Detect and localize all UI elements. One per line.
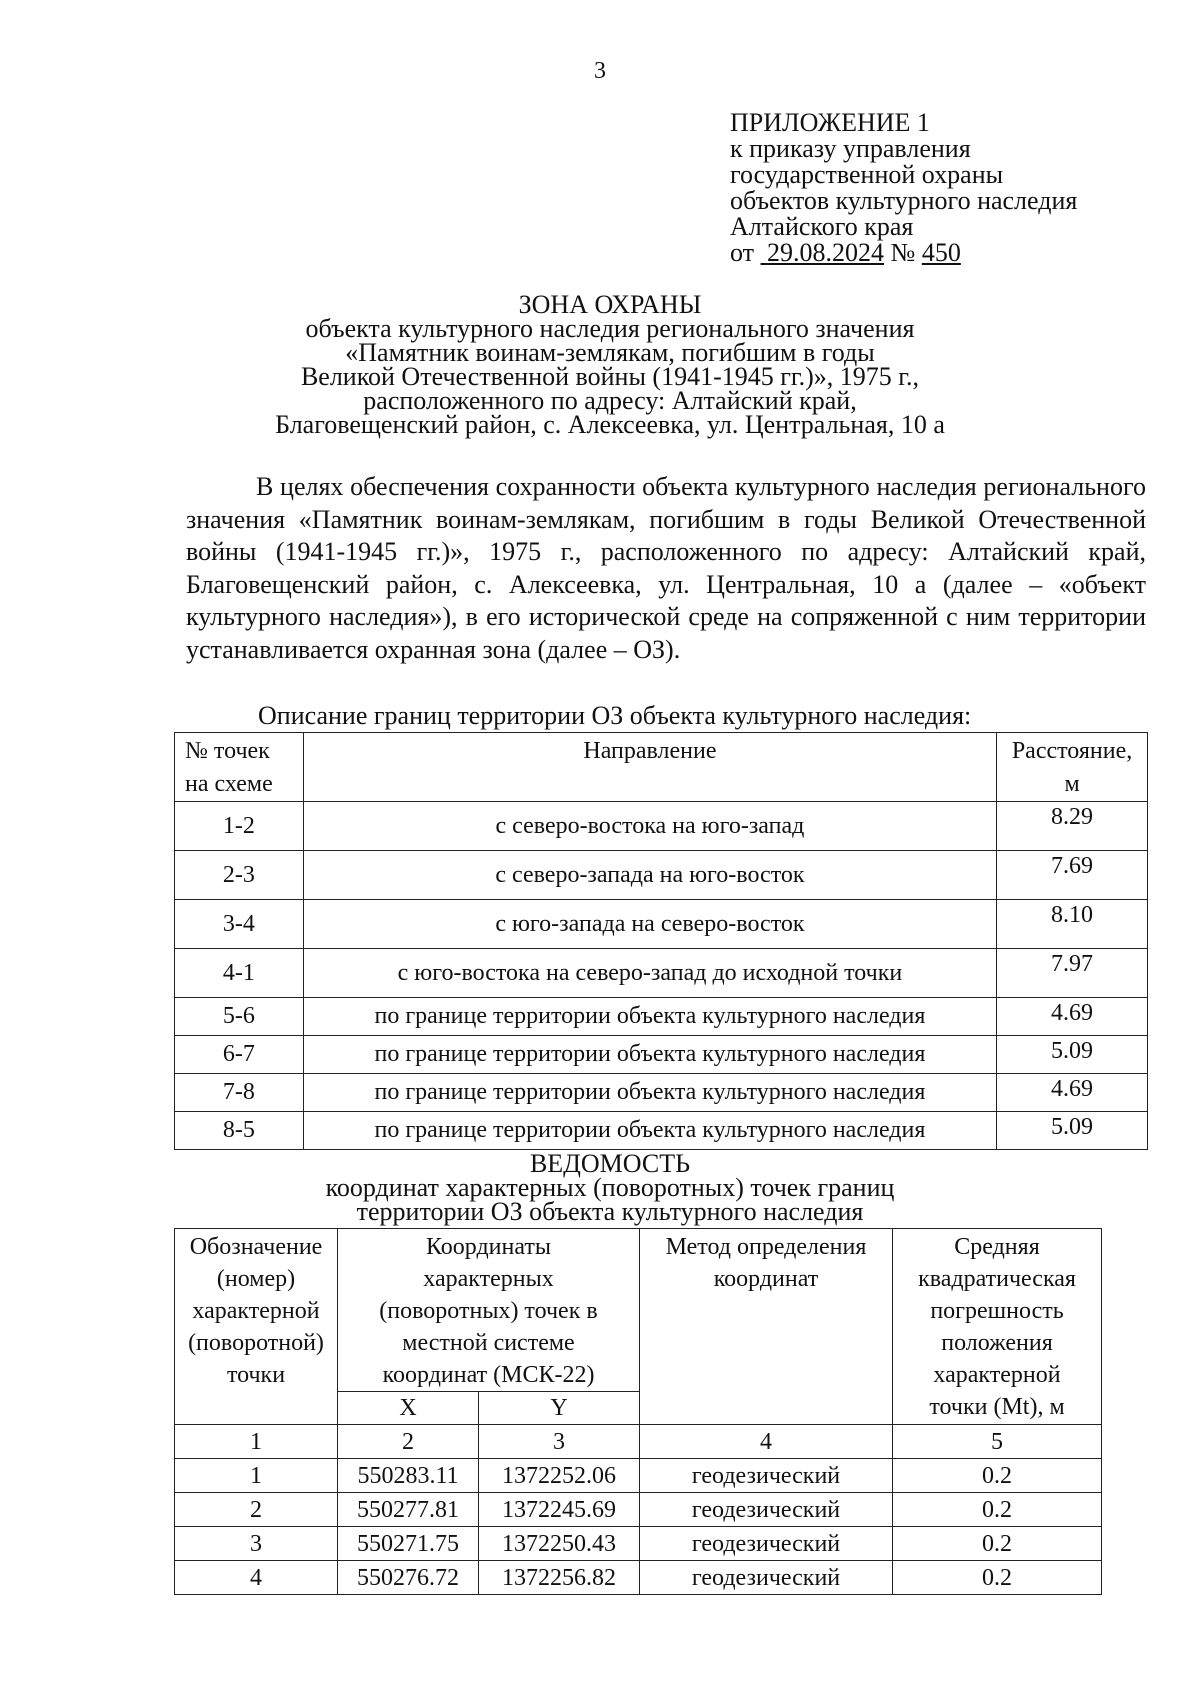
table-row — [175, 1561, 1102, 1595]
table-row — [175, 1074, 1148, 1112]
point-cell: 2 — [175, 1493, 338, 1527]
header-x: X — [338, 1392, 479, 1425]
zone-title-line: Великой Отечественной войны (1941-1945 гг.)», 1975 г., — [300, 362, 920, 391]
appendix-block — [730, 110, 1077, 266]
distance-cell: 8.10 — [997, 900, 1148, 949]
table-row — [175, 949, 1148, 998]
zone-title-line: Благовещенский район, с. Алексеевка, ул. Центральная, 10 а — [275, 410, 945, 439]
table-row — [175, 802, 1148, 851]
appendix-title: ПРИЛОЖЕНИЕ 1 — [730, 108, 930, 137]
column-number: 5 — [893, 1425, 1102, 1459]
appendix-line: государственной охраны — [730, 160, 1004, 189]
x-cell: 550283.11 — [338, 1459, 479, 1493]
header-points: № точек на схеме — [175, 733, 304, 802]
column-number-row — [175, 1425, 1102, 1459]
column-number: 1 — [175, 1425, 338, 1459]
points-cell: 5-6 — [175, 998, 304, 1036]
error-cell: 0.2 — [893, 1527, 1102, 1561]
appendix-line: Алтайского края — [730, 212, 914, 241]
direction-cell: с юго-запада на северо-восток — [303, 900, 996, 949]
method-cell: геодезический — [640, 1527, 893, 1561]
coordinates-table — [174, 1228, 1102, 1595]
zone-title-block — [0, 290, 1200, 439]
error-cell: 0.2 — [893, 1459, 1102, 1493]
distance-cell: 7.69 — [997, 851, 1148, 900]
y-cell: 1372250.43 — [479, 1527, 640, 1561]
vedomost-heading: ВЕДОМОСТЬ — [529, 1149, 691, 1178]
y-cell: 1372256.82 — [479, 1561, 640, 1595]
table-row — [175, 851, 1148, 900]
order-date: 29.08.2024 — [767, 238, 885, 267]
header-y: Y — [479, 1392, 640, 1425]
header-method: Метод определения координат — [640, 1229, 893, 1425]
direction-cell: с северо-востока на юго-запад — [303, 802, 996, 851]
direction-cell: по границе территории объекта культурного наследия — [303, 1112, 996, 1150]
direction-cell: с юго-востока на северо-запад до исходной точки — [303, 949, 996, 998]
distance-cell: 5.09 — [997, 1036, 1148, 1074]
table-row — [175, 1036, 1148, 1074]
points-cell: 2-3 — [175, 851, 304, 900]
distance-cell: 7.97 — [997, 949, 1148, 998]
point-cell: 4 — [175, 1561, 338, 1595]
column-number: 4 — [640, 1425, 893, 1459]
direction-cell: с северо-запада на юго-восток — [303, 851, 996, 900]
direction-cell: по границе территории объекта культурного наследия — [303, 1036, 996, 1074]
zone-title-line: «Памятник воинам-землякам, погибшим в годы — [345, 338, 875, 367]
direction-cell: по границе территории объекта культурного наследия — [303, 998, 996, 1036]
boundary-table — [174, 732, 1148, 1150]
points-cell: 6-7 — [175, 1036, 304, 1074]
x-cell: 550276.72 — [338, 1561, 479, 1595]
table-row — [175, 1112, 1148, 1150]
boundary-caption: Описание границ территории ОЗ объекта культурного наследия: — [258, 701, 972, 730]
zone-title-line: расположенного по адресу: Алтайский край, — [363, 386, 857, 415]
error-cell: 0.2 — [893, 1493, 1102, 1527]
date-prefix: от — [730, 238, 755, 267]
table-row — [175, 1459, 1102, 1493]
order-number: 450 — [921, 238, 961, 267]
table-row — [175, 900, 1148, 949]
number-sign: № — [890, 238, 916, 267]
header-coordinates: Координаты характерных (поворотных) точек в местной системе координат (МСК-22) — [338, 1229, 640, 1392]
points-cell: 7-8 — [175, 1074, 304, 1112]
appendix-line: к приказу управления — [730, 134, 971, 163]
vedomost-title-block — [0, 1149, 1200, 1226]
body-paragraph: В целях обеспечения сохранности объекта культурного наследия регионального значения «Памятник воинам-землякам, погибшим в годы Великой Отечественной войны (1941-1945 гг.)», 1975 г., расположенного по адресу: Алтайский край, Благовещенский район, с. Алексеевка, ул. Центральная, 10 а (далее – «объект культурного наследия»), в его исторической среде на сопряженной с ним территории устанавливается охранная зона (далее – ОЗ). — [186, 472, 1146, 664]
error-cell: 0.2 — [893, 1561, 1102, 1595]
vedomost-title-line: территории ОЗ объекта культурного наследия — [356, 1197, 864, 1226]
table-row — [175, 998, 1148, 1036]
method-cell: геодезический — [640, 1493, 893, 1527]
header-error: Средняя квадратическая погрешность положения характерной точки (Mt), м — [893, 1229, 1102, 1425]
points-cell: 1-2 — [175, 802, 304, 851]
distance-cell: 4.69 — [997, 998, 1148, 1036]
column-number: 2 — [338, 1425, 479, 1459]
direction-cell: по границе территории объекта культурного наследия — [303, 1074, 996, 1112]
appendix-date-line — [730, 240, 1077, 266]
point-cell: 3 — [175, 1527, 338, 1561]
method-cell: геодезический — [640, 1561, 893, 1595]
distance-cell: 8.29 — [997, 802, 1148, 851]
points-cell: 4-1 — [175, 949, 304, 998]
y-cell: 1372245.69 — [479, 1493, 640, 1527]
distance-cell: 4.69 — [997, 1074, 1148, 1112]
zone-heading: ЗОНА ОХРАНЫ — [518, 290, 702, 319]
appendix-line: объектов культурного наследия — [730, 186, 1078, 215]
y-cell: 1372252.06 — [479, 1459, 640, 1493]
table-row — [175, 1493, 1102, 1527]
vedomost-title-line: координат характерных (поворотных) точек границ — [325, 1173, 895, 1202]
header-designation: Обозначение (номер) характерной (поворотной) точки — [175, 1229, 338, 1425]
header-distance: Расстояние, м — [997, 733, 1148, 802]
point-cell: 1 — [175, 1459, 338, 1493]
distance-cell: 5.09 — [997, 1112, 1148, 1150]
header-direction: Направление — [303, 733, 996, 802]
table-row — [175, 1527, 1102, 1561]
x-cell: 550277.81 — [338, 1493, 479, 1527]
zone-title-line: объекта культурного наследия регионального значения — [305, 314, 915, 343]
x-cell: 550271.75 — [338, 1527, 479, 1561]
method-cell: геодезический — [640, 1459, 893, 1493]
points-cell: 3-4 — [175, 900, 304, 949]
page-number: 3 — [594, 58, 606, 84]
table-header-row — [175, 1229, 1102, 1392]
points-cell: 8-5 — [175, 1112, 304, 1150]
table-header-row — [175, 733, 1148, 802]
column-number: 3 — [479, 1425, 640, 1459]
